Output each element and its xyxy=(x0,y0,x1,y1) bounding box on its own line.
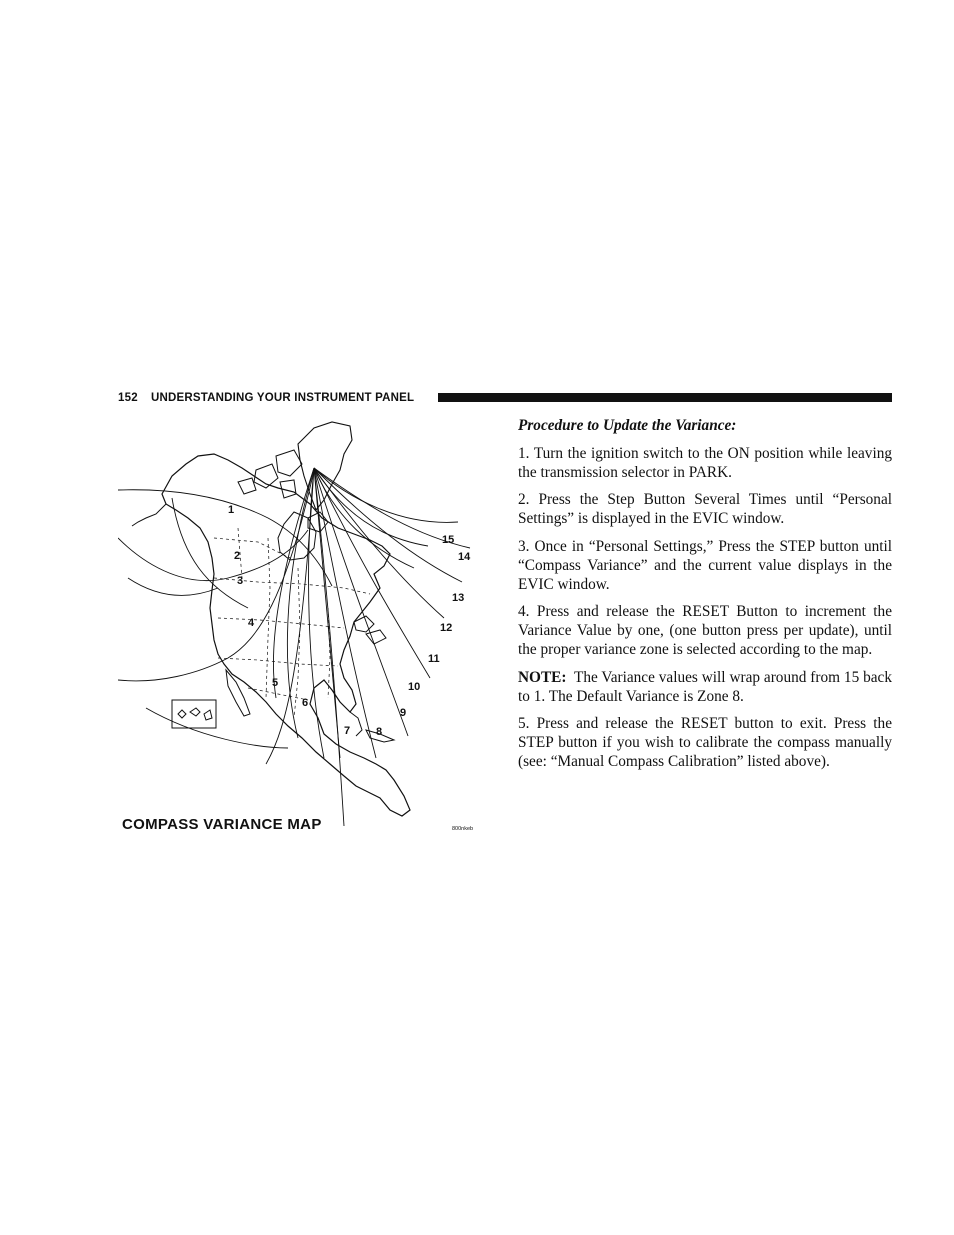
figure-caption: COMPASS VARIANCE MAP xyxy=(122,816,322,833)
zone-label: 14 xyxy=(458,551,471,563)
compass-variance-map-figure xyxy=(118,418,490,838)
zone-label: 7 xyxy=(344,725,351,737)
procedure-step-1: 1. Turn the ignition switch to the ON position while leaving the transmission selector in PARK. xyxy=(518,444,892,481)
zone-label: 6 xyxy=(302,697,309,709)
procedure-step-4: 4. Press and release the RESET Button to increment the Variance Value by one, (one button press per update), until the proper variance zone is selected according to the map. xyxy=(518,603,892,658)
zone-label: 13 xyxy=(452,592,465,604)
zone-label: 1 xyxy=(228,504,235,516)
procedure-text xyxy=(518,417,892,781)
zone-label: 2 xyxy=(234,550,241,562)
zone-label: 3 xyxy=(237,575,244,587)
zone-label: 4 xyxy=(248,617,255,629)
page-header xyxy=(118,391,892,405)
zone-label: 15 xyxy=(442,534,455,546)
zone-label: 10 xyxy=(408,681,421,693)
note-label: NOTE: xyxy=(518,668,567,686)
figure-code: 800nkeb xyxy=(452,826,474,832)
procedure-heading: Procedure to Update the Variance: xyxy=(518,417,737,434)
page-number: 152 xyxy=(118,392,138,404)
header-rule xyxy=(438,393,892,402)
compass-variance-map xyxy=(118,418,490,838)
procedure-step-2: 2. Press the Step Button Several Times until “Personal Settings” is displayed in the EVIC window. xyxy=(518,491,892,528)
procedure-step-3: 3. Once in “Personal Settings,” Press the STEP button until “Compass Variance” and the current value displays in the EVIC window. xyxy=(518,537,892,593)
zone-label: 8 xyxy=(376,726,383,738)
zone-label: 9 xyxy=(400,707,407,719)
zone-label: 11 xyxy=(428,653,440,665)
procedure-step-5: 5. Press and release the RESET button to exit. Press the STEP button if you wish to calibrate the compass manually (see: “Manual Compass Calibration” listed above). xyxy=(518,715,892,770)
zone-label: 5 xyxy=(272,677,279,689)
procedure-note xyxy=(518,669,892,707)
note-text: The Variance values will wrap around from 15 back to 1. The Default Variance is Zone 8. xyxy=(518,668,892,705)
zone-label: 12 xyxy=(440,622,453,634)
section-title: UNDERSTANDING YOUR INSTRUMENT PANEL xyxy=(151,392,415,404)
